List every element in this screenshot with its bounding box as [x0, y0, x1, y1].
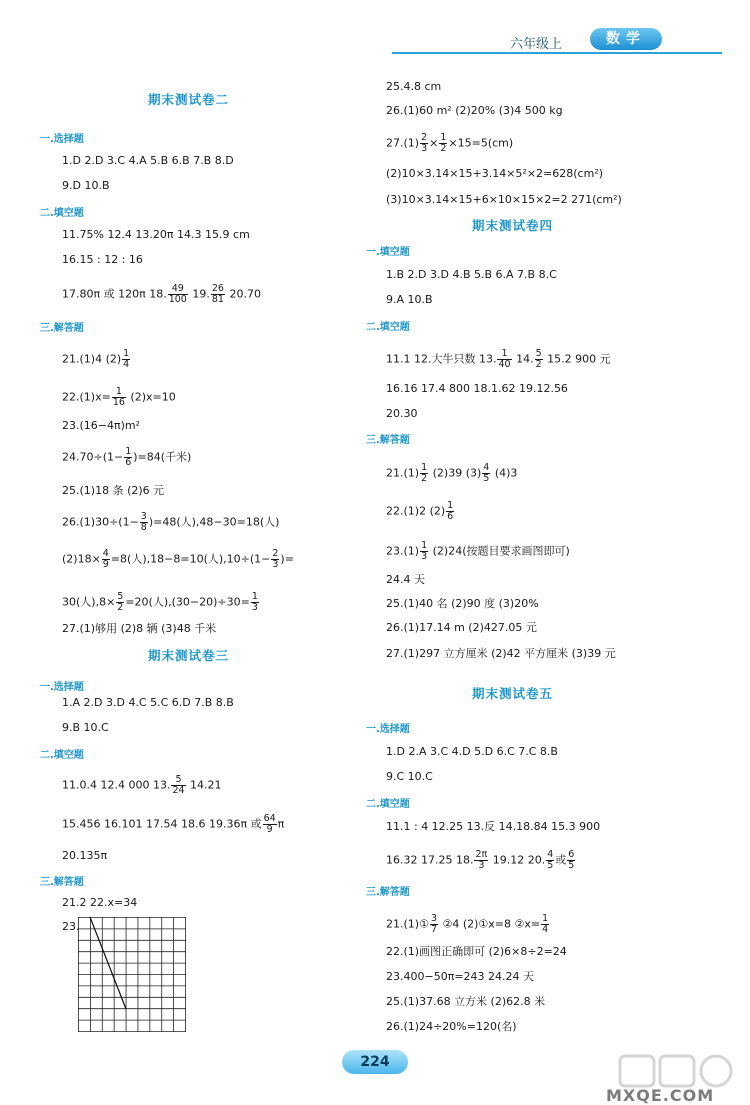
answer-text: =20(人),(30−20)÷30=	[125, 595, 250, 609]
fraction	[112, 387, 126, 408]
answer-text: 17.80π 或 120π 18.	[62, 287, 167, 301]
fraction	[122, 349, 130, 370]
fraction	[124, 447, 132, 468]
answer-text: 21.(1)4 (2)	[62, 352, 122, 366]
test4-title: 期末测试卷四	[472, 218, 554, 233]
answer-line	[62, 349, 131, 370]
answer-line	[386, 914, 550, 935]
answer-line: 23.(16−4π)m²	[62, 419, 141, 432]
denominator: 40	[498, 359, 511, 370]
numerator: 1	[421, 462, 428, 473]
answer-line	[62, 549, 294, 570]
denominator: 3	[272, 559, 279, 570]
denominator: 2	[117, 602, 124, 613]
answer-line: (2)10×3.14×15+3.14×5²×2=628(cm²)	[386, 167, 604, 180]
answer-text: 24.70÷(1−	[62, 450, 124, 464]
test2-section-choice: 一.选择题	[40, 134, 84, 145]
numerator: 4	[102, 548, 109, 559]
answer-line: 1.D 2.D 3.C 4.A 5.B 6.B 7.B 8.D	[62, 154, 234, 167]
denominator: 8	[140, 522, 147, 533]
page-number: 224	[342, 1050, 408, 1074]
fraction	[171, 775, 185, 796]
numerator: 1	[112, 387, 126, 398]
test5-section-fill: 二.填空题	[366, 799, 410, 810]
answer-text: 14.21	[186, 778, 222, 792]
test2-section-fill: 二.填空题	[40, 208, 84, 219]
answer-text: 19.	[188, 287, 210, 301]
numerator: 5	[535, 348, 542, 359]
fraction	[439, 133, 447, 154]
numerator: 64	[263, 813, 276, 824]
numerator: 5	[117, 591, 124, 602]
numerator: 1	[447, 500, 454, 511]
numerator: 4	[547, 849, 554, 860]
denominator: 3	[478, 860, 485, 871]
test5-title: 期末测试卷五	[472, 686, 554, 701]
answer-line: 11.1 : 4 12.25 13.反 14.18.84 15.3 900	[386, 820, 601, 833]
denominator: 2	[535, 359, 542, 370]
denominator: 5	[547, 860, 554, 871]
grid-lines	[78, 917, 186, 1032]
fraction	[168, 284, 188, 305]
test5-section-choice: 一.选择题	[366, 724, 410, 735]
fraction	[116, 592, 124, 613]
answer-line: 26.(1)60 m² (2)20% (3)4 500 kg	[386, 104, 563, 117]
answer-line: (3)10×3.14×15+6×10×15×2=2 271(cm²)	[386, 193, 622, 206]
fraction	[474, 850, 488, 871]
numerator: 1	[251, 591, 258, 602]
denominator: 5	[483, 473, 490, 484]
watermark-text: MXQE.COM	[606, 1086, 715, 1105]
answer-text: 27.(1)	[386, 136, 420, 150]
fraction	[140, 512, 148, 533]
answer-line	[62, 512, 279, 533]
answer-text: ×15=5(cm)	[448, 136, 514, 150]
answer-grid-figure	[78, 917, 186, 1032]
answer-line: 16.15 : 12 : 16	[62, 253, 143, 266]
test5-section-solve: 三.解答题	[366, 887, 410, 898]
fraction	[541, 914, 549, 935]
answer-text: 或	[555, 853, 567, 867]
numerator: 4	[483, 462, 490, 473]
denominator: 2	[440, 143, 447, 154]
answer-text: =8(人),18−8=10(人),10÷(1−	[110, 552, 271, 566]
fraction	[251, 592, 259, 613]
answer-line: 1.A 2.D 3.D 4.C 5.C 6.D 7.B 8.B	[62, 696, 234, 709]
answer-line: 1.D 2.A 3.C 4.D 5.D 6.C 7.C 8.B	[386, 745, 558, 758]
fraction	[535, 349, 543, 370]
answer-line: 23.	[62, 920, 80, 933]
answer-line: 21.2 22.x=34	[62, 896, 138, 909]
answer-text: ×	[429, 136, 439, 150]
numerator: 1	[125, 446, 132, 457]
fraction	[271, 549, 279, 570]
denominator: 100	[168, 294, 187, 305]
answer-line: 9.D 10.B	[62, 179, 110, 192]
answer-line	[62, 775, 222, 796]
answer-line	[62, 284, 261, 305]
denominator: 3	[421, 143, 428, 154]
answer-line: 11.75% 12.4 13.20π 14.3 15.9 cm	[62, 228, 250, 241]
answer-line	[386, 349, 611, 370]
answer-text: 11.1 12.大牛只数 13.	[386, 352, 497, 366]
fraction	[446, 501, 454, 522]
fraction	[482, 463, 490, 484]
answer-line	[62, 592, 260, 613]
answer-line: 9.A 10.B	[386, 293, 433, 306]
denominator: 4	[542, 924, 549, 935]
answer-text: (2)18×	[62, 552, 101, 566]
answer-line	[386, 850, 576, 871]
answer-text: 22.(1)2 (2)	[386, 504, 446, 518]
denominator: 7	[430, 924, 437, 935]
test3-section-solve: 三.解答题	[40, 877, 84, 888]
answer-line	[386, 133, 513, 154]
test4-section-choice: 一.填空题	[366, 247, 410, 258]
fraction	[497, 349, 511, 370]
answer-text: 30(人),8×	[62, 595, 116, 609]
fraction	[420, 463, 428, 484]
numerator: 2	[421, 132, 428, 143]
denominator: 16	[112, 397, 125, 408]
answer-line: 26.(1)17.14 m (2)427.05 元	[386, 621, 537, 634]
denominator: 3	[421, 551, 428, 562]
denominator: 9	[266, 824, 273, 835]
answer-text: )=84(千米)	[133, 450, 192, 464]
answer-text: 15.456 16.101 17.54 18.6 19.36π 或	[62, 817, 262, 831]
answer-line	[386, 463, 517, 484]
answer-text: 23.(1)	[386, 544, 420, 558]
test4-section-fill: 二.填空题	[366, 322, 410, 333]
denominator: 3	[251, 602, 258, 613]
denominator: 2	[421, 473, 428, 484]
answer-line	[62, 447, 191, 468]
answer-line: 1.B 2.D 3.D 4.B 5.B 6.A 7.B 8.C	[386, 268, 557, 281]
header-rule	[392, 52, 722, 54]
numerator: 2	[272, 548, 279, 559]
answer-line: 25.(1)40 名 (2)90 度 (3)20%	[386, 597, 539, 610]
answer-line: 25.(1)37.68 立方米 (2)62.8 米	[386, 995, 546, 1008]
answer-text: 11.0.4 12.4 000 13.	[62, 778, 171, 792]
answer-text: (2)24(按题目要求画图即可)	[429, 544, 570, 558]
fraction	[102, 549, 110, 570]
answer-text: 15.2 900 元	[543, 352, 611, 366]
answer-text: 21.(1)①	[386, 917, 429, 931]
numerator: 49	[168, 284, 188, 295]
numerator: 1	[123, 348, 130, 359]
denominator: 4	[123, 359, 130, 370]
test2-title: 期末测试卷二	[148, 92, 230, 107]
answer-text: 14.	[512, 352, 534, 366]
fraction	[420, 133, 428, 154]
answer-line: 16.16 17.4 800 18.1.62 19.12.56	[386, 382, 568, 395]
denominator: 6	[447, 511, 454, 522]
answer-text: (2)x=10	[126, 390, 176, 404]
numerator: 6	[568, 849, 575, 860]
answer-text: )=	[280, 552, 294, 566]
numerator: 1	[440, 132, 447, 143]
numerator: 3	[140, 511, 147, 522]
answer-line: 9.B 10.C	[62, 721, 109, 734]
answer-line: 27.(1)297 立方厘米 (2)42 平方厘米 (3)39 元	[386, 647, 616, 660]
numerator: 1	[497, 349, 511, 360]
numerator: 5	[171, 775, 185, 786]
numerator: 1	[421, 540, 428, 551]
denominator: 81	[211, 294, 224, 305]
answer-line: 20.30	[386, 407, 418, 420]
answer-line: 27.(1)够用 (2)8 辆 (3)48 千米	[62, 622, 217, 635]
answer-text: (4)3	[491, 466, 518, 480]
denominator: 24	[172, 785, 185, 796]
answer-line: 25.(1)18 条 (2)6 元	[62, 484, 165, 497]
fraction	[211, 284, 225, 305]
fraction	[263, 814, 277, 835]
fraction	[430, 914, 438, 935]
test2-section-solve: 三.解答题	[40, 323, 84, 334]
answer-text: 19.12 20.	[489, 853, 546, 867]
test3-title: 期末测试卷三	[148, 648, 230, 663]
denominator: 5	[568, 860, 575, 871]
answer-text: π	[277, 817, 285, 831]
numerator: 3	[430, 913, 437, 924]
answer-line: 26.(1)24÷20%=120(名)	[386, 1020, 517, 1033]
numerator: 26	[211, 283, 224, 294]
answer-line: 22.(1)画图正确即可 (2)6×8÷2=24	[386, 945, 567, 958]
answer-line	[62, 387, 176, 408]
answer-line	[386, 501, 455, 522]
numerator: 1	[542, 913, 549, 924]
answer-text: )=48(人),48−30=18(人)	[148, 515, 280, 529]
answer-text: ②4 (2)①x=8 ②x=	[438, 917, 541, 931]
answer-line	[62, 814, 284, 835]
fraction	[420, 541, 428, 562]
answer-text: 26.(1)30÷(1−	[62, 515, 139, 529]
answer-line	[386, 541, 570, 562]
denominator: 6	[125, 457, 132, 468]
answer-text: 22.(1)x=	[62, 390, 111, 404]
answer-text: (2)39 (3)	[429, 466, 482, 480]
grade-label: 六年级上	[510, 37, 563, 52]
answer-text: 20.70	[225, 287, 261, 301]
fraction	[567, 850, 575, 871]
test4-section-solve: 三.解答题	[366, 435, 410, 446]
subject-badge: 数学	[590, 28, 662, 50]
test3-section-choice: 一.选择题	[40, 682, 84, 693]
answer-line: 9.C 10.C	[386, 770, 433, 783]
answer-line: 23.400−50π=243 24.24 天	[386, 970, 535, 983]
answer-line: 25.4.8 cm	[386, 80, 442, 93]
answer-text: 16.32 17.25 18.	[386, 853, 474, 867]
test3-section-fill: 二.填空题	[40, 750, 84, 761]
denominator: 9	[102, 559, 109, 570]
answer-text: 21.(1)	[386, 466, 420, 480]
fraction	[546, 850, 554, 871]
answer-line: 24.4 天	[386, 573, 425, 586]
numerator: 2π	[475, 849, 488, 860]
answer-line: 20.135π	[62, 849, 108, 862]
